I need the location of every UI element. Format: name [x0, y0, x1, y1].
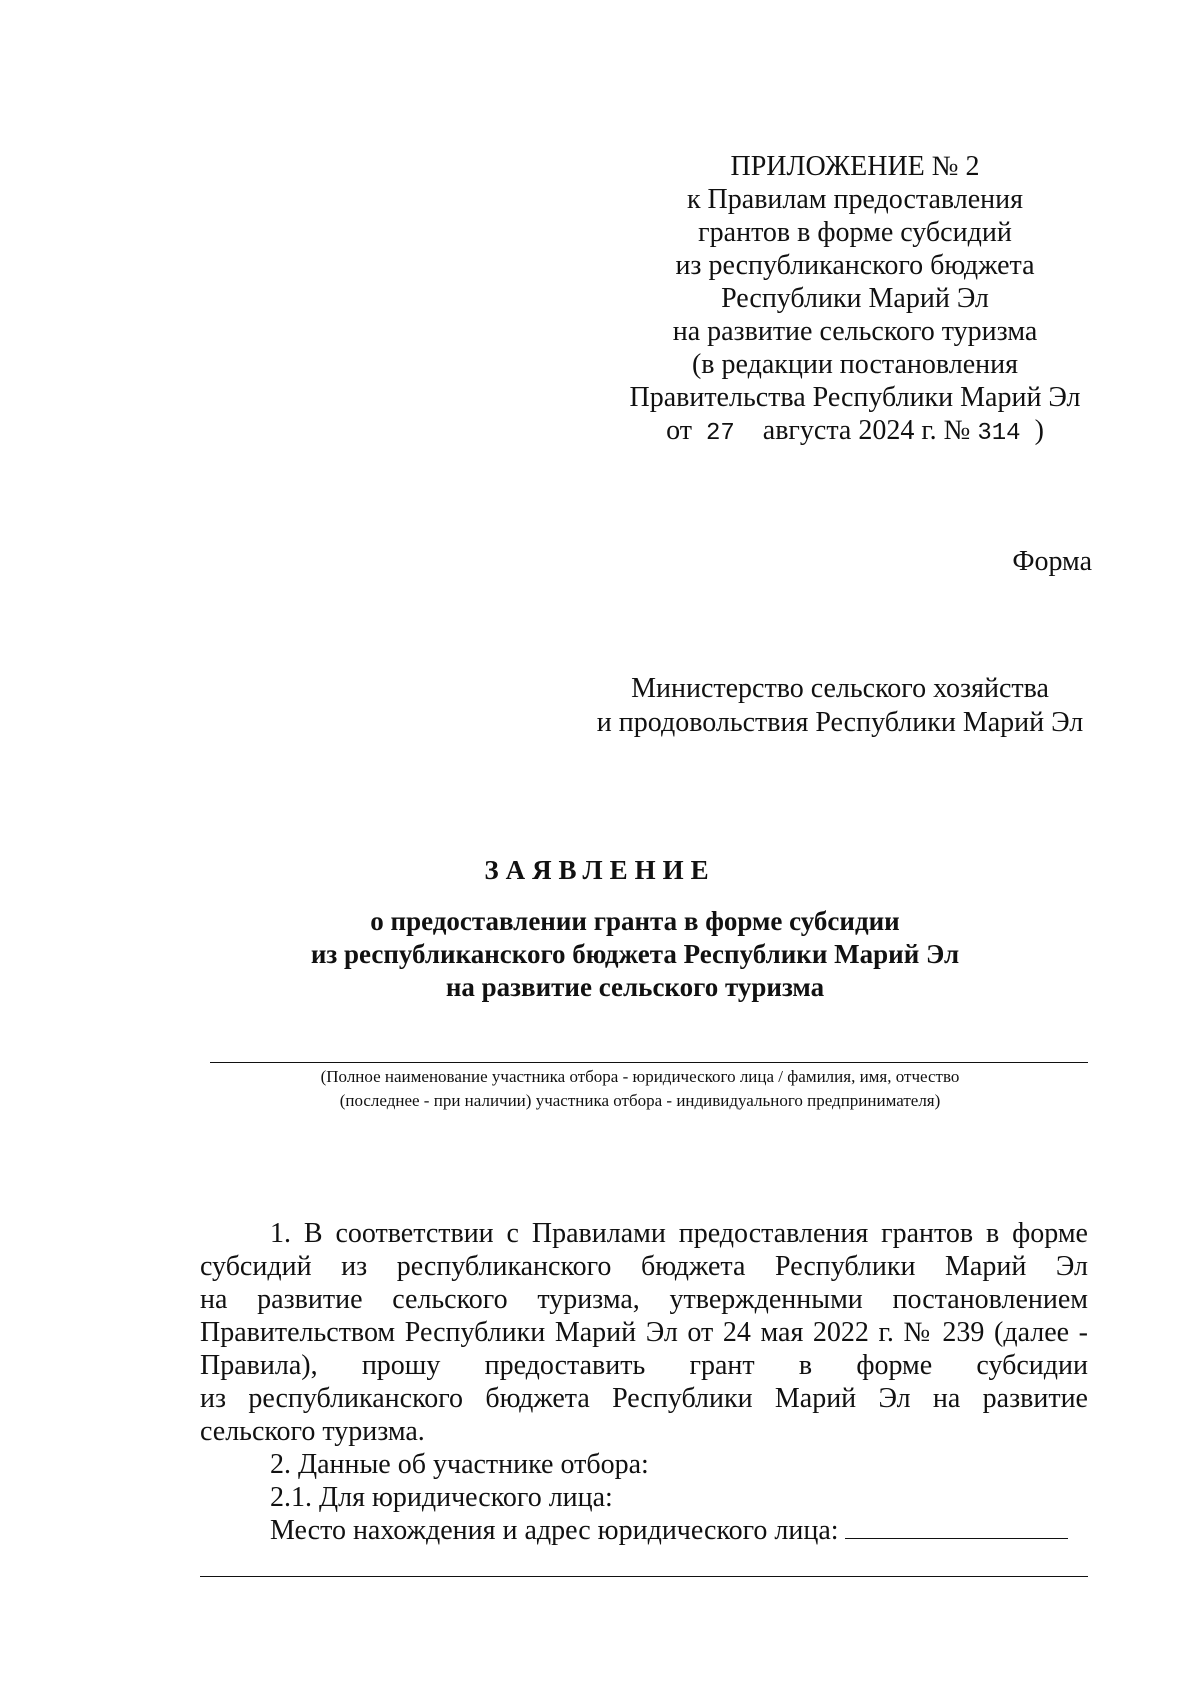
date-suffix: ) [1034, 415, 1044, 446]
appendix-header [620, 150, 1090, 450]
appendix-line: на развитие сельского туризма [672, 316, 1038, 347]
appendix-line: к Правилам предоставления [686, 184, 1024, 215]
date-prefix: от [666, 415, 692, 446]
caption-line: (Полное наименование участника отбора - юридического лица / фамилия, имя, отчество [320, 1067, 960, 1086]
date-day: 27 [705, 420, 735, 447]
paragraph-1-line: на развитие сельского туризма, утвержденными постановлением [200, 1284, 1088, 1315]
caption-line: (последнее - при наличии) участника отбора - индивидуального предпринимателя) [339, 1091, 941, 1110]
addressee [580, 672, 1100, 740]
date-middle: августа 2024 г. № [762, 415, 971, 446]
appendix-title: ПРИЛОЖЕНИЕ № 2 [730, 151, 980, 182]
subtitle-line: из республиканского бюджета Республики Марий Эл [310, 939, 960, 969]
paragraph-1-line: 1. В соответствии с Правилами предоставления грантов в форме [270, 1218, 1088, 1249]
address-field-row [200, 1514, 1088, 1547]
addressee-line: Министерство сельского хозяйства [631, 673, 1049, 704]
appendix-line: из республиканского бюджета [675, 250, 1035, 281]
paragraph-1-line: Правительством Республики Марий Эл от 24 мая 2022 г. № 239 (далее - [200, 1317, 1088, 1348]
paragraph-2: 2. Данные об участнике отбора: [270, 1449, 649, 1480]
addressee-line: и продовольствия Республики Марий Эл [596, 707, 1084, 738]
appendix-line: грантов в форме субсидий [698, 217, 1012, 248]
subtitle-line: о предоставлении гранта в форме субсидии [370, 906, 900, 936]
appendix-line: Правительства Республики Марий Эл [629, 382, 1081, 413]
paragraph-1-line: субсидий из республиканского бюджета Республики Марий Эл [200, 1251, 1088, 1282]
appendix-line: Республики Марий Эл [721, 283, 989, 314]
paragraph-1-line: сельского туризма. [200, 1416, 425, 1447]
applicant-name-line [210, 1062, 1088, 1063]
form-label: Форма [1012, 546, 1092, 577]
document-body [200, 1217, 1088, 1547]
address-continuation-line[interactable] [200, 1576, 1088, 1577]
paragraph-1-line: Правила), прошу предоставить грант в форме субсидии [200, 1350, 1088, 1381]
document-subtitle [190, 905, 1080, 1004]
address-field-label: Место нахождения и адрес юридического лица: [270, 1515, 839, 1546]
appendix-line: (в редакции постановления [691, 349, 1019, 380]
document-number: 314 [977, 420, 1021, 447]
paragraph-2-1: 2.1. Для юридического лица: [270, 1482, 613, 1513]
address-field-blank[interactable] [845, 1514, 1068, 1539]
subtitle-line: на развитие сельского туризма [445, 972, 825, 1002]
applicant-name-caption [200, 1065, 1080, 1113]
appendix-date-line [620, 414, 1090, 450]
paragraph-1-line: из республиканского бюджета Республики Марий Эл на развитие [200, 1383, 1088, 1414]
document-title: ЗАЯВЛЕНИЕ [484, 855, 716, 885]
